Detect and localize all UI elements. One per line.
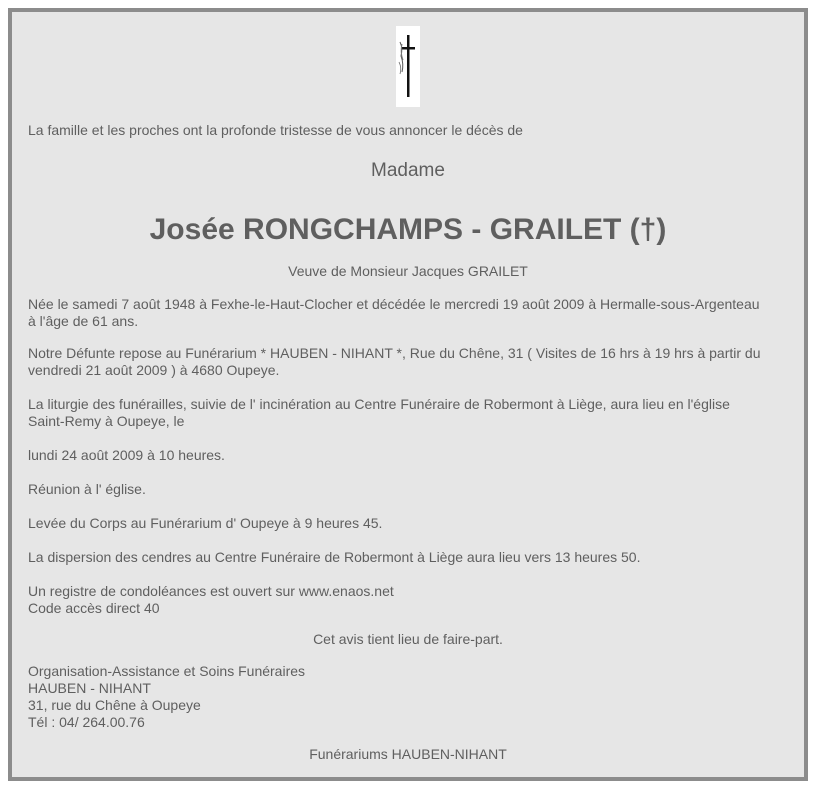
organization-phone: Tél : 04/ 264.00.76: [28, 714, 145, 730]
register-line-1: Un registre de condoléances est ouvert sur www.enaos.net: [28, 583, 394, 599]
birth-death-line-1: Née le samedi 7 août 1948 à Fexhe-le-Haut-Clocher et décédée le mercredi 19 août 2009 à Hermalle-sous-Argenteau: [28, 296, 760, 312]
ceremony-date: lundi 24 août 2009 à 10 heures.: [28, 447, 225, 463]
body-lift-line: Levée du Corps au Funérarium d' Oupeye à 9 heures 45.: [28, 515, 383, 531]
rest-line-1: Notre Défunte repose au Funérarium * HAUBEN - NIHANT *, Rue du Chêne, 31 ( Visites de 16 hrs à 19 hrs à partir du: [28, 345, 761, 361]
register-line-2: Code accès direct 40: [28, 600, 160, 616]
organization-line-2: HAUBEN - NIHANT: [28, 680, 151, 696]
cross-icon: [396, 26, 420, 107]
deceased-name: Josée RONGCHAMPS - GRAILET (†): [149, 213, 667, 246]
cross-image: [396, 26, 420, 107]
birth-death-line-2: à l'âge de 61 ans.: [28, 313, 139, 329]
organization-address: 31, rue du Chêne à Oupeye: [28, 697, 201, 713]
footer-signature: Funérariums HAUBEN-NIHANT: [309, 746, 507, 762]
widow-line: Veuve de Monsieur Jacques GRAILET: [288, 263, 528, 279]
liturgy-line-1: La liturgie des funérailles, suivie de l' incinération au Centre Funéraire de Robermont à Liège, aura lieu en l'église: [28, 396, 730, 412]
ash-dispersion-line: La dispersion des cendres au Centre Funéraire de Robermont à Liège aura lieu vers 13 heures 50.: [28, 549, 641, 565]
organization-line-1: Organisation-Assistance et Soins Funéraires: [28, 663, 306, 679]
meeting-line: Réunion à l' église.: [28, 481, 146, 497]
title-madame: Madame: [371, 160, 445, 181]
liturgy-line-2: Saint-Remy à Oupeye, le: [28, 413, 185, 429]
intro-text: La famille et les proches ont la profonde tristesse de vous annoncer le décès de: [28, 122, 523, 138]
rest-line-2: vendredi 21 août 2009 ) à 4680 Oupeye.: [28, 362, 280, 378]
notice-line: Cet avis tient lieu de faire-part.: [313, 631, 503, 647]
